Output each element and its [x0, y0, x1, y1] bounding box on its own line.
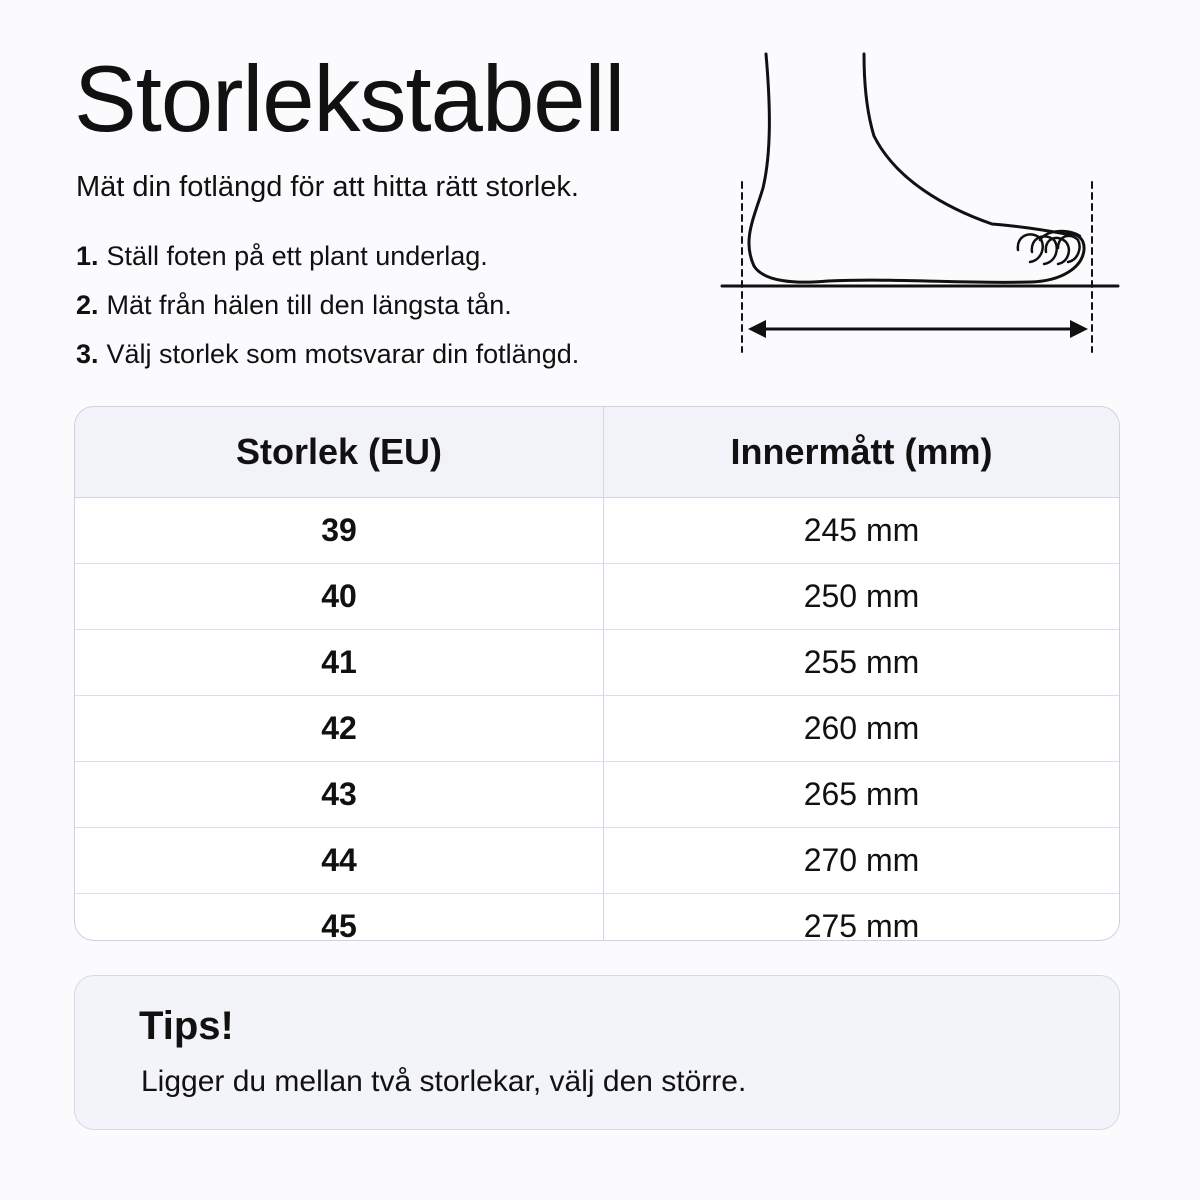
step-number: 2. [76, 290, 99, 320]
table-row [75, 563, 1119, 629]
inner-length-cell: 265 mm [604, 761, 1120, 827]
size-cell: 42 [75, 695, 604, 761]
size-cell: 45 [75, 893, 604, 941]
step-item [76, 285, 579, 334]
size-cell: 40 [75, 563, 604, 629]
tips-title: Tips! [139, 1004, 234, 1048]
step-item [76, 236, 579, 285]
size-cell: 41 [75, 629, 604, 695]
inner-length-cell: 275 mm [803, 907, 920, 941]
column-header-size: Storlek (EU) [75, 407, 604, 497]
foot-outline [749, 54, 1084, 282]
table-row [75, 893, 1119, 941]
inner-length-cell: 260 mm [604, 695, 1120, 761]
inner-length-cell: 255 mm [604, 629, 1120, 695]
size-cell: 43 [75, 761, 604, 827]
table-row [75, 761, 1119, 827]
size-cell: 44 [75, 827, 604, 893]
arrow-head-right [1070, 320, 1088, 338]
table-header-row [75, 407, 1119, 497]
inner-length-cell: 245 mm [604, 497, 1120, 563]
table-row [75, 497, 1119, 563]
arrow-head-left [748, 320, 766, 338]
step-number: 1. [76, 241, 99, 271]
step-text: Ställ foten på ett plant underlag. [106, 241, 488, 271]
inner-length-cell: 270 mm [604, 827, 1120, 893]
table-row [75, 827, 1119, 893]
step-text: Välj storlek som motsvarar din fotlängd. [106, 339, 580, 369]
step-text: Mät från hälen till den längsta tån. [106, 290, 512, 320]
measurement-steps [76, 236, 579, 383]
page-title: Storlekstabell [74, 46, 625, 151]
table-row [75, 629, 1119, 695]
column-header-inner-length: Innermått (mm) [604, 407, 1120, 497]
step-number: 3. [76, 339, 99, 369]
step-item [76, 334, 579, 383]
tips-box [74, 975, 1120, 1130]
table-row [75, 695, 1119, 761]
size-cell: 39 [75, 497, 604, 563]
page-subtitle: Mät din fotlängd för att hitta rätt storlek. [76, 171, 579, 203]
tips-text: Ligger du mellan två storlekar, välj den större. [141, 1065, 747, 1098]
size-table-grid [75, 407, 1119, 941]
foot-measurement-icon [716, 40, 1136, 360]
inner-length-cell: 250 mm [604, 563, 1120, 629]
size-table [74, 406, 1120, 941]
